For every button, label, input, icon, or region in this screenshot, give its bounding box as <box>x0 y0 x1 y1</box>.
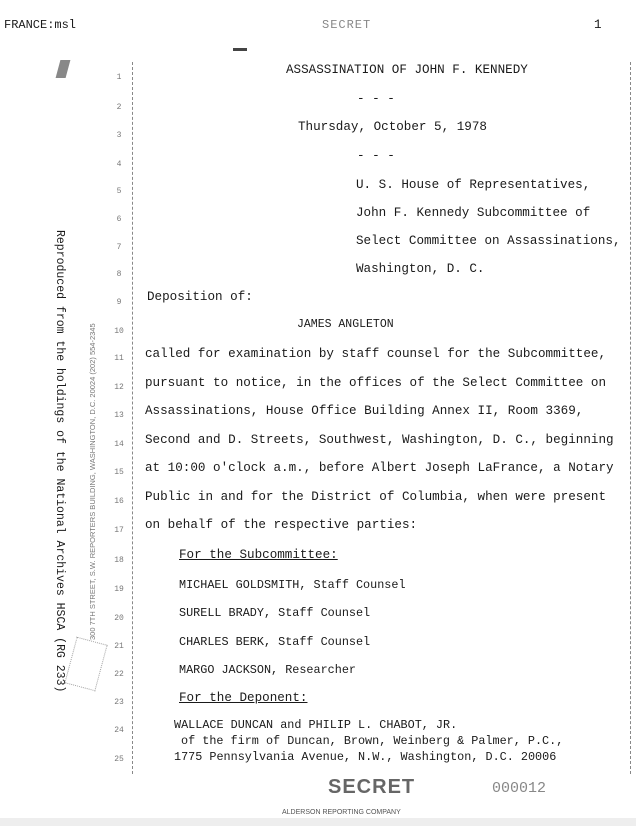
subcommittee-member: SURELL BRADY, Staff Counsel <box>179 606 371 620</box>
line-number: 10 <box>114 327 124 336</box>
line-number: 14 <box>114 440 124 449</box>
line-number: 21 <box>114 642 124 651</box>
body-line: Public in and for the District of Columbia, when were present <box>145 490 607 504</box>
handwritten-mark <box>56 60 71 78</box>
deponent-counsel-line: 1775 Pennsylvania Avenue, N.W., Washington, D.C. 20006 <box>174 750 557 764</box>
line-number: 16 <box>114 497 124 506</box>
document-number: 000012 <box>492 780 547 797</box>
line-number: 23 <box>114 698 124 707</box>
subcommittee-member: MARGO JACKSON, Researcher <box>179 663 356 677</box>
body-line: called for examination by staff counsel for the Subcommittee, <box>145 347 607 361</box>
line-number: 6 <box>116 215 122 224</box>
deponent-counsel-line: of the firm of Duncan, Brown, Weinberg & Palmer, P.C., <box>181 734 564 748</box>
line-number: 13 <box>114 411 124 420</box>
deponent-counsel-line: WALLACE DUNCAN and PHILIP L. CHABOT, JR. <box>174 718 458 732</box>
line-number: 12 <box>114 383 124 392</box>
line-number: 8 <box>116 270 122 279</box>
page-bottom-edge <box>0 818 636 826</box>
subcommittee-member: MICHAEL GOLDSMITH, Staff Counsel <box>179 578 406 592</box>
line-number: 15 <box>114 468 124 477</box>
line-number: 9 <box>116 298 122 307</box>
body-line: at 10:00 o'clock a.m., before Albert Joseph LaFrance, a Notary <box>145 461 614 475</box>
page-number: 1 <box>594 18 602 32</box>
deponent-heading: For the Deponent: <box>179 691 308 705</box>
reporter-address: 300 7TH STREET, S.W. REPORTERS BUILDING, WASHINGTON, D.C. 20024 (202) 554-2345 <box>88 323 97 640</box>
subcommittee-heading: For the Subcommittee: <box>179 548 338 562</box>
line-number: 19 <box>114 585 124 594</box>
separator: - - - <box>357 92 395 106</box>
line-number: 25 <box>114 755 124 764</box>
line-number: 18 <box>114 556 124 565</box>
archives-stamp <box>64 637 107 692</box>
line-number: 2 <box>116 103 122 112</box>
line-number: 7 <box>116 243 122 252</box>
archives-note: Reproduced from the holdings of the National Archives HSCA (RG 233) <box>53 230 66 693</box>
address-line: Select Committee on Assassinations, <box>356 234 621 248</box>
line-number: 17 <box>114 526 124 535</box>
body-line: on behalf of the respective parties: <box>145 518 418 532</box>
address-line: U. S. House of Representatives, <box>356 178 591 192</box>
hearing-date: Thursday, October 5, 1978 <box>298 120 487 134</box>
line-number: 20 <box>114 614 124 623</box>
scribble-mark <box>233 48 247 51</box>
line-number: 11 <box>114 354 124 363</box>
secret-stamp: SECRET <box>328 776 416 798</box>
line-number: 24 <box>114 726 124 735</box>
deponent-name: JAMES ANGLETON <box>297 318 394 331</box>
top-stamp: SECRET <box>322 18 372 32</box>
line-number: 4 <box>116 160 122 169</box>
address-line: John F. Kennedy Subcommittee of <box>356 206 591 220</box>
body-line: Assassinations, House Office Building Annex II, Room 3369, <box>145 404 584 418</box>
separator: - - - <box>357 149 395 163</box>
line-number: 22 <box>114 670 124 679</box>
left-margin-rule <box>132 62 133 774</box>
body-line: Second and D. Streets, Southwest, Washington, D. C., beginning <box>145 433 614 447</box>
address-line: Washington, D. C. <box>356 262 485 276</box>
line-number: 1 <box>116 73 122 82</box>
right-margin-rule <box>630 62 631 774</box>
document-title: ASSASSINATION OF JOHN F. KENNEDY <box>286 63 528 77</box>
deposition-label: Deposition of: <box>147 290 253 304</box>
header-slug: FRANCE:msl <box>4 18 77 32</box>
reporting-company: ALDERSON REPORTING COMPANY <box>282 809 401 816</box>
subcommittee-member: CHARLES BERK, Staff Counsel <box>179 635 371 649</box>
body-line: pursuant to notice, in the offices of the Select Committee on <box>145 376 607 390</box>
line-number: 3 <box>116 131 122 140</box>
line-number: 5 <box>116 187 122 196</box>
